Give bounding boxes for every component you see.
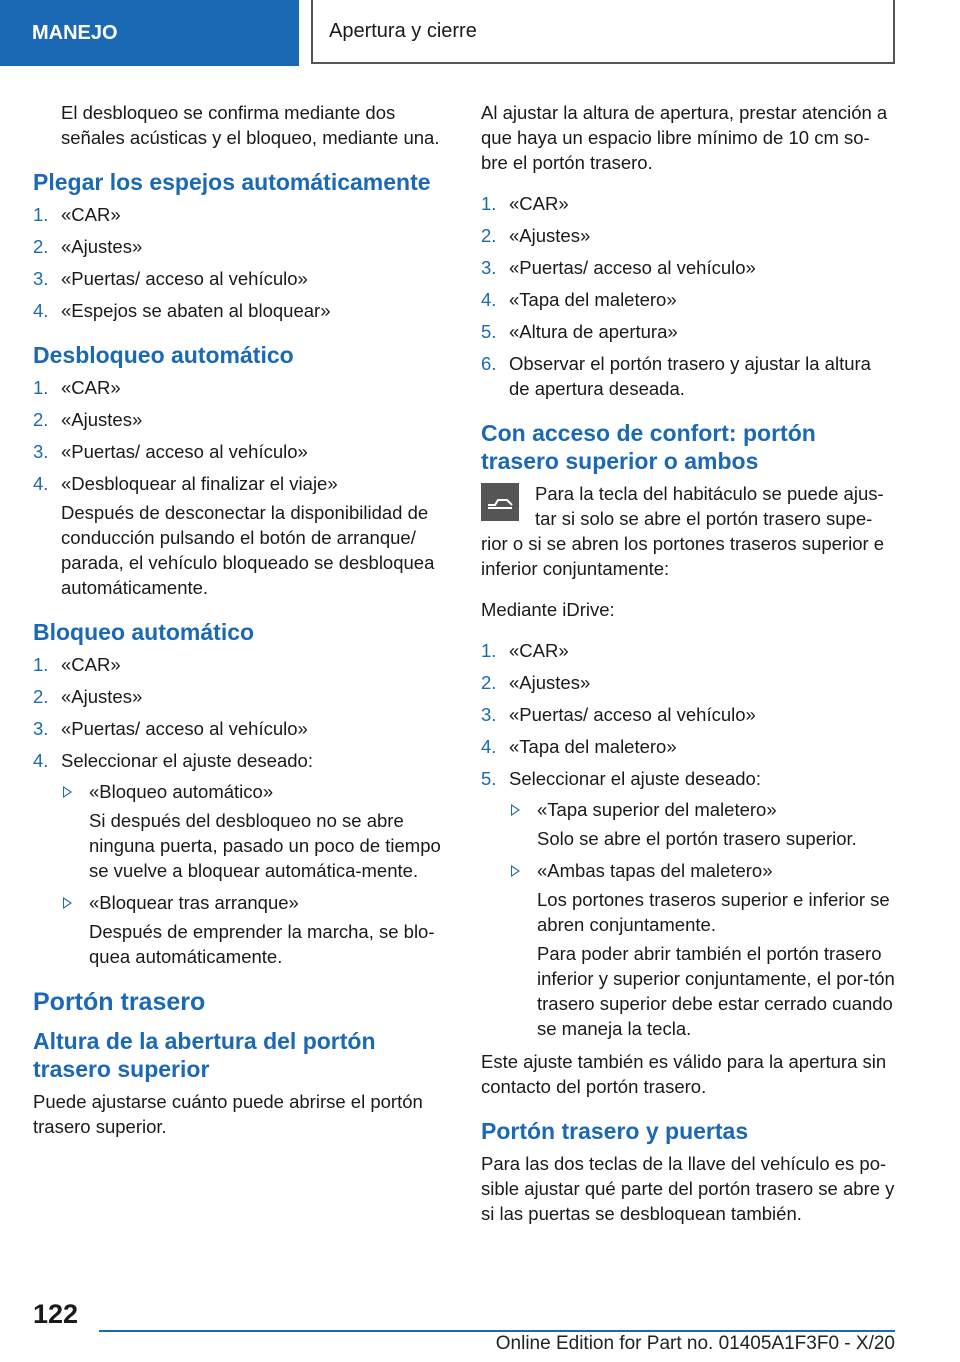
chapter-title: Apertura y cierre bbox=[311, 0, 895, 64]
list-item: 1. «CAR» bbox=[33, 204, 121, 225]
heading-opening-height: Altura de la abertura del portón trasero superior bbox=[33, 1028, 376, 1082]
height-note: Al ajustar la altura de apertura, prestar atención a que haya un espacio libre mínimo de 10 cm so-bre el portón trasero. bbox=[481, 102, 888, 173]
list-item: 4. «Desbloquear al finalizar el viaje» Después de desconectar la disponibilidad de conducción pulsando el botón de arranque/ parada, el vehículo bloqueado se desbloquea automáticamente. bbox=[33, 471, 445, 600]
option-item: «Tapa superior del maletero» Solo se abre el portón trasero superior. bbox=[509, 797, 895, 851]
option-item: «Bloqueo automático» Si después del desbloqueo no se abre ninguna puerta, pasado un poco de tiempo se vuelve a bloquear automática-mente. bbox=[61, 779, 445, 883]
tailgate-doors-text: Para las dos teclas de la llave del vehículo es po-sible ajustar qué parte del portón trasero se abre y si las puertas se desbloquean también. bbox=[481, 1153, 895, 1224]
page-header bbox=[0, 0, 960, 66]
page-number: 122 bbox=[33, 1299, 79, 1329]
list-item: 4. «Tapa del maletero» bbox=[481, 736, 677, 757]
opening-height-text: Puede ajustarse cuánto puede abrirse el portón trasero superior. bbox=[33, 1091, 423, 1137]
list-item: 4. Seleccionar el ajuste deseado: «Bloqueo automático» Si después del desbloqueo no se abre ninguna puerta, pasado un poco de tiempo se vuelve a bloquear automática-mente. «Bloquear tras arranque» Después de emprender la marcha, se blo-quea automáticamente. bbox=[33, 748, 445, 969]
section-tab: MANEJO bbox=[0, 0, 299, 66]
triangle-bullet-icon bbox=[511, 804, 520, 816]
right-column bbox=[481, 100, 895, 1242]
auto-unlock-note: Después de desconectar la disponibilidad de conducción pulsando el botón de arranque/ parada, el vehículo bloqueado se desbloquea automáticamente. bbox=[61, 502, 435, 598]
triangle-bullet-icon bbox=[63, 897, 72, 909]
heading-tailgate-doors: Portón trasero y puertas bbox=[481, 1118, 749, 1144]
trunk-key-icon bbox=[481, 483, 519, 521]
auto-unlock-steps bbox=[33, 375, 445, 600]
list-item: 1. «CAR» bbox=[481, 640, 569, 661]
list-item: 5. Seleccionar el ajuste deseado: «Tapa superior del maletero» Solo se abre el portón trasero superior. «Ambas tapas del maletero» Los portones traseros superior e inferior se abren conjuntamente. Para poder abrir también el portón trasero inferior y superior conjuntamente, el por-tón trasero superior debe estar cerrado cuando se maneja la tecla. bbox=[481, 768, 895, 1039]
list-item: 2. «Ajustes» bbox=[33, 409, 143, 430]
list-item: 4. «Espejos se abaten al bloquear» bbox=[33, 300, 331, 321]
list-item: 5. «Altura de apertura» bbox=[481, 321, 678, 342]
heading-comfort-access: Con acceso de confort: portón trasero superior o ambos bbox=[481, 420, 816, 474]
auto-lock-steps bbox=[33, 652, 445, 969]
left-column bbox=[33, 100, 445, 1155]
option-item: «Bloquear tras arranque» Después de emprender la marcha, se blo-quea automáticamente. bbox=[61, 890, 445, 969]
list-item: 2. «Ajustes» bbox=[481, 225, 591, 246]
comfort-footnote: Este ajuste también es válido para la apertura sin contacto del portón trasero. bbox=[481, 1051, 887, 1097]
auto-lock-options bbox=[61, 779, 445, 969]
list-item: 1. «CAR» bbox=[481, 193, 569, 214]
heading-tailgate: Portón trasero bbox=[33, 988, 206, 1016]
triangle-bullet-icon bbox=[63, 786, 72, 798]
idrive-label: Mediante iDrive: bbox=[481, 599, 615, 620]
list-item: 4. «Tapa del maletero» bbox=[481, 289, 677, 310]
fold-mirrors-steps bbox=[33, 202, 445, 323]
list-item: 6. Observar el portón trasero y ajustar la altura de apertura deseada. bbox=[481, 353, 871, 399]
list-item: 3. «Puertas/ acceso al vehículo» bbox=[33, 718, 308, 739]
intro-text: El desbloqueo se confirma mediante dos señales acústicas y el bloqueo, mediante una. bbox=[61, 102, 440, 148]
comfort-steps bbox=[481, 638, 895, 1041]
list-item: 1. «CAR» bbox=[33, 377, 121, 398]
heading-auto-lock: Bloqueo automático bbox=[33, 619, 255, 645]
list-item: 2. «Ajustes» bbox=[33, 686, 143, 707]
list-item: 2. «Ajustes» bbox=[481, 672, 591, 693]
list-item: 3. «Puertas/ acceso al vehículo» bbox=[33, 268, 308, 289]
list-item: 2. «Ajustes» bbox=[33, 236, 143, 257]
height-steps bbox=[481, 191, 895, 401]
comfort-options bbox=[509, 797, 895, 1041]
list-item: 3. «Puertas/ acceso al vehículo» bbox=[481, 257, 756, 278]
heading-fold-mirrors: Plegar los espejos automáticamente bbox=[33, 169, 431, 195]
option-item: «Ambas tapas del maletero» Los portones traseros superior e inferior se abren conjuntamente. Para poder abrir también el portón trasero inferior y superior conjuntamente, el por-tón trasero superior debe estar cerrado cuando se maneja la tecla. bbox=[509, 858, 895, 1041]
edition-text: Online Edition for Part no. 01405A1F3F0 - X/20 bbox=[495, 1333, 895, 1354]
footer-divider bbox=[99, 1330, 895, 1332]
comfort-text: Para la tecla del habitáculo se puede ajus-tar si solo se abre el portón trasero supe-rior o si se abren los portones traseros superior e inferior conjuntamente: bbox=[481, 483, 885, 579]
heading-auto-unlock: Desbloqueo automático bbox=[33, 342, 294, 368]
triangle-bullet-icon bbox=[511, 865, 520, 877]
list-item: 3. «Puertas/ acceso al vehículo» bbox=[481, 704, 756, 725]
list-item: 1. «CAR» bbox=[33, 654, 121, 675]
list-item: 3. «Puertas/ acceso al vehículo» bbox=[33, 441, 308, 462]
